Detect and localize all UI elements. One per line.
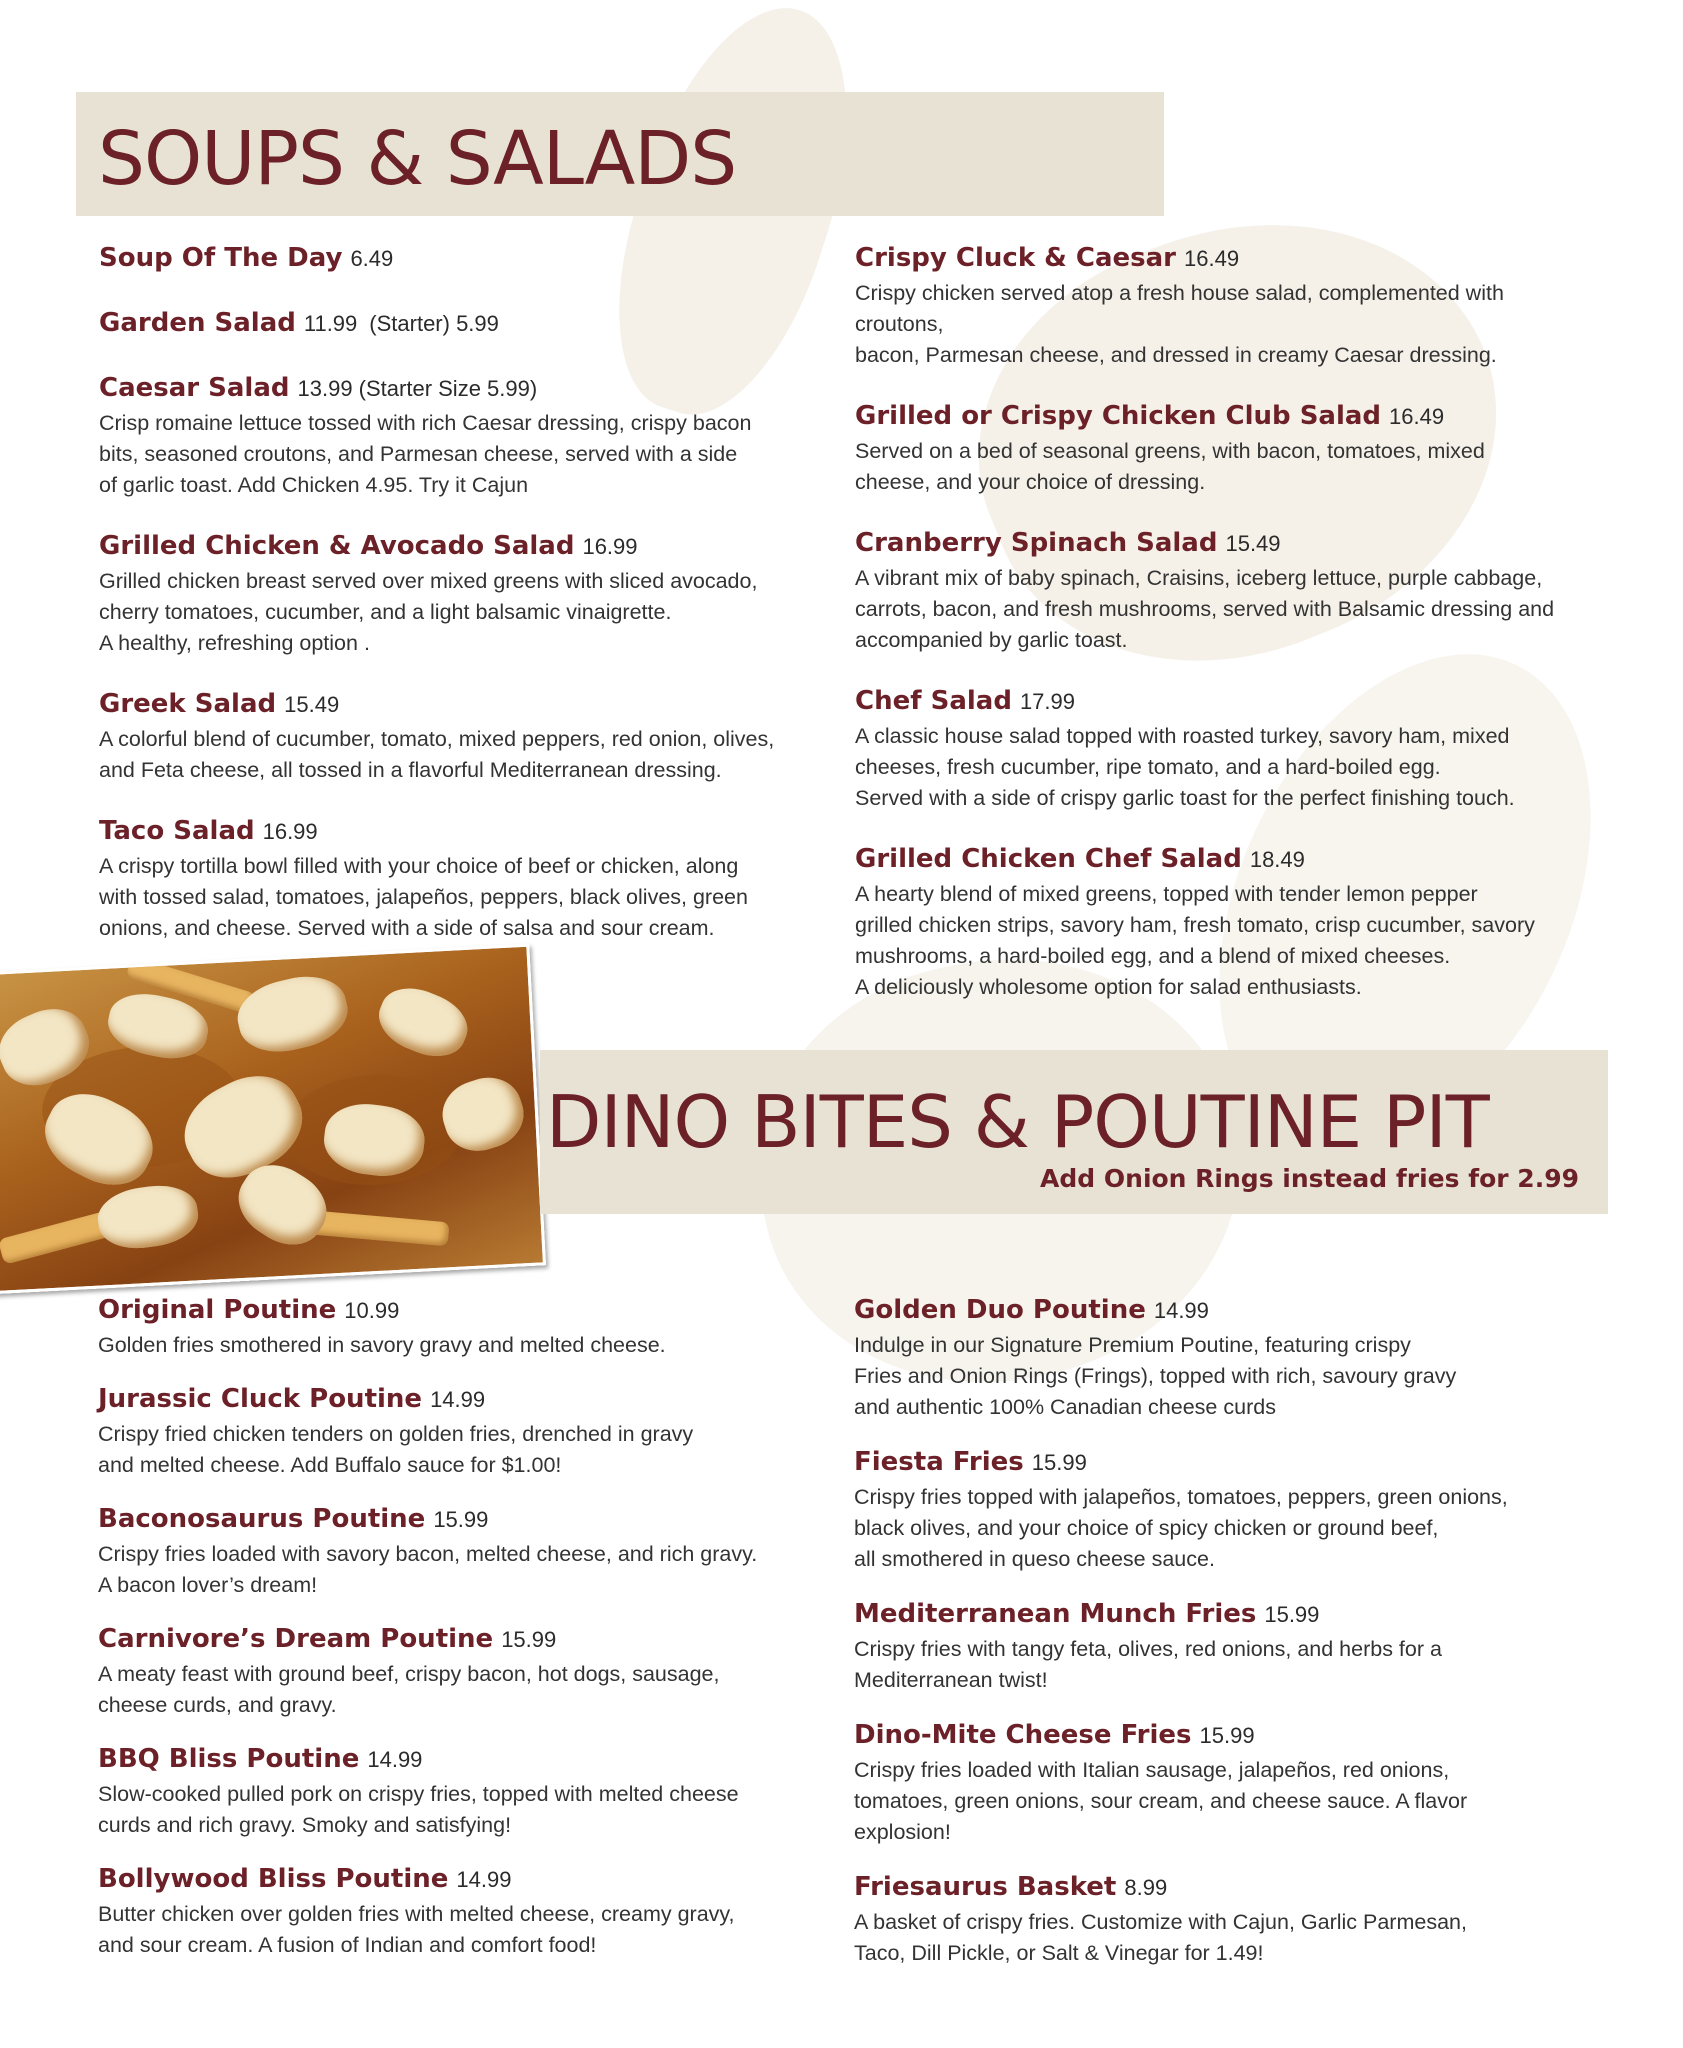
menu-item-price: 15.99: [1031, 1450, 1087, 1475]
menu-item-description: A vibrant mix of baby spinach, Craisins, iceberg lettuce, purple cabbage, carrots, bacon, and fresh mushrooms, served with Balsamic dressing and accompanied by garlic toast.: [855, 566, 1555, 652]
menu-item-name: Dino-Mite Cheese Fries: [854, 1720, 1192, 1750]
menu-item-name: Fiesta Fries: [854, 1447, 1024, 1477]
menu-item-price: 14.99: [367, 1747, 423, 1772]
menu-item-heading: [98, 1381, 818, 1419]
menu-item-heading: [855, 240, 1595, 278]
menu-item-price: 16.49: [1389, 404, 1445, 429]
menu-item-grilled-or-crispy-chicken-club-salad: [855, 398, 1595, 498]
menu-item-heading: [854, 1292, 1594, 1330]
menu-item-heading: [854, 1869, 1594, 1907]
menu-item-price: 16.49: [1184, 246, 1240, 271]
menu-item-heading: [98, 1292, 818, 1330]
soups-salads-title: SOUPS & SALADS: [98, 116, 737, 202]
menu-item-soup-of-the-day: [99, 240, 819, 278]
menu-item-price: 16.99: [582, 534, 638, 559]
menu-item-heading: [98, 1501, 818, 1539]
menu-item-heading: [98, 1741, 818, 1779]
menu-item-description: Crisp romaine lettuce tossed with rich Caesar dressing, crispy bacon bits, seasoned croutons, and Parmesan cheese, served with a side of garlic toast. Add Chicken 4.95. Try it Cajun: [99, 411, 752, 497]
menu-item-description: Grilled chicken breast served over mixed greens with sliced avocado, cherry tomatoes, cucumber, and a light balsamic vinaigrette. A healthy, refreshing option .: [99, 569, 758, 655]
dino-right-column: [854, 1292, 1594, 1990]
dino-bites-title: DINO BITES & POUTINE PIT: [546, 1080, 1489, 1164]
dino-left-column: [98, 1292, 818, 1981]
menu-item-price: 15.99: [433, 1507, 489, 1532]
menu-item-heading: [99, 305, 819, 343]
menu-item-name: Caesar Salad: [99, 373, 290, 403]
menu-item-name: Cranberry Spinach Salad: [855, 528, 1218, 558]
menu-item-name: Carnivore’s Dream Poutine: [98, 1624, 494, 1654]
menu-item-original-poutine: [98, 1292, 818, 1361]
menu-item-name: Golden Duo Poutine: [854, 1295, 1146, 1325]
menu-item-name: Bollywood Bliss Poutine: [98, 1864, 449, 1894]
menu-item-description: Butter chicken over golden fries with melted cheese, creamy gravy, and sour cream. A fusion of Indian and comfort food!: [98, 1902, 735, 1957]
menu-item-heading: [99, 813, 819, 851]
menu-item-friesaurus-basket: [854, 1869, 1594, 1969]
menu-item-carnivore-s-dream-poutine: [98, 1621, 818, 1721]
menu-item-description: Crispy fried chicken tenders on golden fries, drenched in gravy and melted cheese. Add Buffalo sauce for $1.00!: [98, 1422, 694, 1477]
menu-item-taco-salad: [99, 813, 819, 944]
menu-item-description: Crispy chicken served atop a fresh house salad, complemented with croutons, bacon, Parmesan cheese, and dressed in creamy Caesar dressing.: [855, 281, 1504, 367]
menu-item-name: Grilled Chicken Chef Salad: [855, 844, 1242, 874]
menu-item-description: Served on a bed of seasonal greens, with bacon, tomatoes, mixed cheese, and your choice of dressing.: [855, 439, 1485, 494]
menu-item-description: Crispy fries loaded with savory bacon, melted cheese, and rich gravy. A bacon lover’s dream!: [98, 1542, 758, 1597]
menu-item-price: 8.99: [1124, 1875, 1168, 1900]
menu-item-description: A meaty feast with ground beef, crispy bacon, hot dogs, sausage, cheese curds, and gravy.: [98, 1662, 720, 1717]
menu-item-price: 15.99: [501, 1627, 557, 1652]
menu-item-bollywood-bliss-poutine: [98, 1861, 818, 1961]
poutine-photo: [0, 944, 546, 1295]
menu-item-name: Greek Salad: [99, 689, 277, 719]
menu-item-description: Crispy fries loaded with Italian sausage, jalapeños, red onions, tomatoes, green onions, sour cream, and cheese sauce. A flavor explosion!: [854, 1758, 1468, 1844]
menu-item-heading: [855, 398, 1595, 436]
menu-item-name: Taco Salad: [99, 816, 255, 846]
soups-left-column: [99, 240, 819, 971]
menu-item-description: Crispy fries topped with jalapeños, tomatoes, peppers, green onions, black olives, and your choice of spicy chicken or ground beef, all smothered in queso cheese sauce.: [854, 1485, 1508, 1571]
menu-item-description: Crispy fries with tangy feta, olives, red onions, and herbs for a Mediterranean twist!: [854, 1637, 1442, 1692]
menu-item-price: 13.99 (Starter Size 5.99): [297, 376, 538, 401]
menu-item-description: A colorful blend of cucumber, tomato, mixed peppers, red onion, olives, and Feta cheese, all tossed in a flavorful Mediterranean dressing.: [99, 727, 775, 782]
menu-item-heading: [98, 1621, 818, 1659]
menu-item-name: Crispy Cluck & Caesar: [855, 243, 1176, 273]
menu-item-price: 6.49: [350, 246, 394, 271]
menu-item-description: Golden fries smothered in savory gravy and melted cheese.: [98, 1333, 666, 1357]
menu-item-price: 10.99: [344, 1298, 400, 1323]
menu-item-baconosaurus-poutine: [98, 1501, 818, 1601]
menu-item-fiesta-fries: [854, 1444, 1594, 1575]
menu-item-price: 14.99: [430, 1387, 486, 1412]
menu-item-description: Slow-cooked pulled pork on crispy fries, topped with melted cheese curds and rich gravy. Smoky and satisfying!: [98, 1782, 739, 1837]
menu-item-name: Soup Of The Day: [99, 243, 343, 273]
menu-item-heading: [98, 1861, 818, 1899]
menu-item-mediterranean-munch-fries: [854, 1596, 1594, 1696]
soups-right-column: [855, 240, 1595, 1030]
menu-item-heading: [854, 1596, 1594, 1634]
menu-item-name: Original Poutine: [98, 1295, 337, 1325]
menu-item-name: Garden Salad: [99, 308, 296, 338]
menu-item-price: 14.99: [1153, 1298, 1209, 1323]
menu-item-cranberry-spinach-salad: [855, 525, 1595, 656]
menu-item-heading: [854, 1717, 1594, 1755]
menu-item-price: 15.49: [284, 692, 340, 717]
onion-rings-note: Add Onion Rings instead fries for 2.99: [1040, 1164, 1579, 1193]
menu-item-golden-duo-poutine: [854, 1292, 1594, 1423]
menu-item-name: Friesaurus Basket: [854, 1872, 1117, 1902]
menu-item-heading: [855, 841, 1595, 879]
menu-item-description: A hearty blend of mixed greens, topped with tender lemon pepper grilled chicken strips, savory ham, fresh tomato, crisp cucumber, savory mushrooms, a hard-boiled egg, and a blend of mixed cheeses. A deliciously wholesome option for salad enthusiasts.: [855, 882, 1535, 999]
menu-item-name: Grilled or Crispy Chicken Club Salad: [855, 401, 1382, 431]
menu-item-grilled-chicken-avocado-salad: [99, 528, 819, 659]
menu-item-dino-mite-cheese-fries: [854, 1717, 1594, 1848]
menu-item-jurassic-cluck-poutine: [98, 1381, 818, 1481]
menu-item-name: Jurassic Cluck Poutine: [98, 1384, 423, 1414]
menu-item-heading: [855, 683, 1595, 721]
menu-item-price: 15.99: [1264, 1602, 1320, 1627]
menu-item-garden-salad: [99, 305, 819, 343]
menu-item-price: 15.49: [1225, 531, 1281, 556]
menu-item-price: 17.99: [1019, 689, 1075, 714]
menu-item-heading: [854, 1444, 1594, 1482]
menu-item-description: A basket of crispy fries. Customize with Cajun, Garlic Parmesan, Taco, Dill Pickle, or Salt & Vinegar for 1.49!: [854, 1910, 1467, 1965]
menu-item-price: 15.99: [1199, 1723, 1255, 1748]
menu-item-name: Baconosaurus Poutine: [98, 1504, 426, 1534]
menu-item-name: Mediterranean Munch Fries: [854, 1599, 1257, 1629]
menu-item-price: 18.49: [1249, 847, 1305, 872]
menu-item-price: 16.99: [262, 819, 318, 844]
menu-item-grilled-chicken-chef-salad: [855, 841, 1595, 1003]
menu-item-heading: [99, 240, 819, 278]
menu-item-crispy-cluck-caesar: [855, 240, 1595, 371]
menu-item-description: Indulge in our Signature Premium Poutine, featuring crispy Fries and Onion Rings (Frings), topped with rich, savoury gravy and authentic 100% Canadian cheese curds: [854, 1333, 1457, 1419]
menu-item-name: Chef Salad: [855, 686, 1012, 716]
menu-item-greek-salad: [99, 686, 819, 786]
menu-item-chef-salad: [855, 683, 1595, 814]
menu-item-heading: [99, 528, 819, 566]
menu-item-description: A crispy tortilla bowl filled with your choice of beef or chicken, along with tossed salad, tomatoes, jalapeños, peppers, black olives, green onions, and cheese. Served with a side of salsa and sour cream.: [99, 854, 748, 940]
menu-item-extra-price: (Starter) 5.99: [369, 311, 499, 336]
menu-item-name: Grilled Chicken & Avocado Salad: [99, 531, 575, 561]
menu-item-caesar-salad: [99, 370, 819, 501]
menu-item-heading: [855, 525, 1595, 563]
menu-item-price: 11.99: [303, 311, 358, 336]
menu-item-price: 14.99: [456, 1867, 512, 1892]
menu-item-heading: [99, 370, 819, 408]
menu-item-name: BBQ Bliss Poutine: [98, 1744, 360, 1774]
menu-item-heading: [99, 686, 819, 724]
menu-item-bbq-bliss-poutine: [98, 1741, 818, 1841]
menu-item-description: A classic house salad topped with roasted turkey, savory ham, mixed cheeses, fresh cucumber, ripe tomato, and a hard-boiled egg. Served with a side of crispy garlic toast for the perfect finishing touch.: [855, 724, 1515, 810]
